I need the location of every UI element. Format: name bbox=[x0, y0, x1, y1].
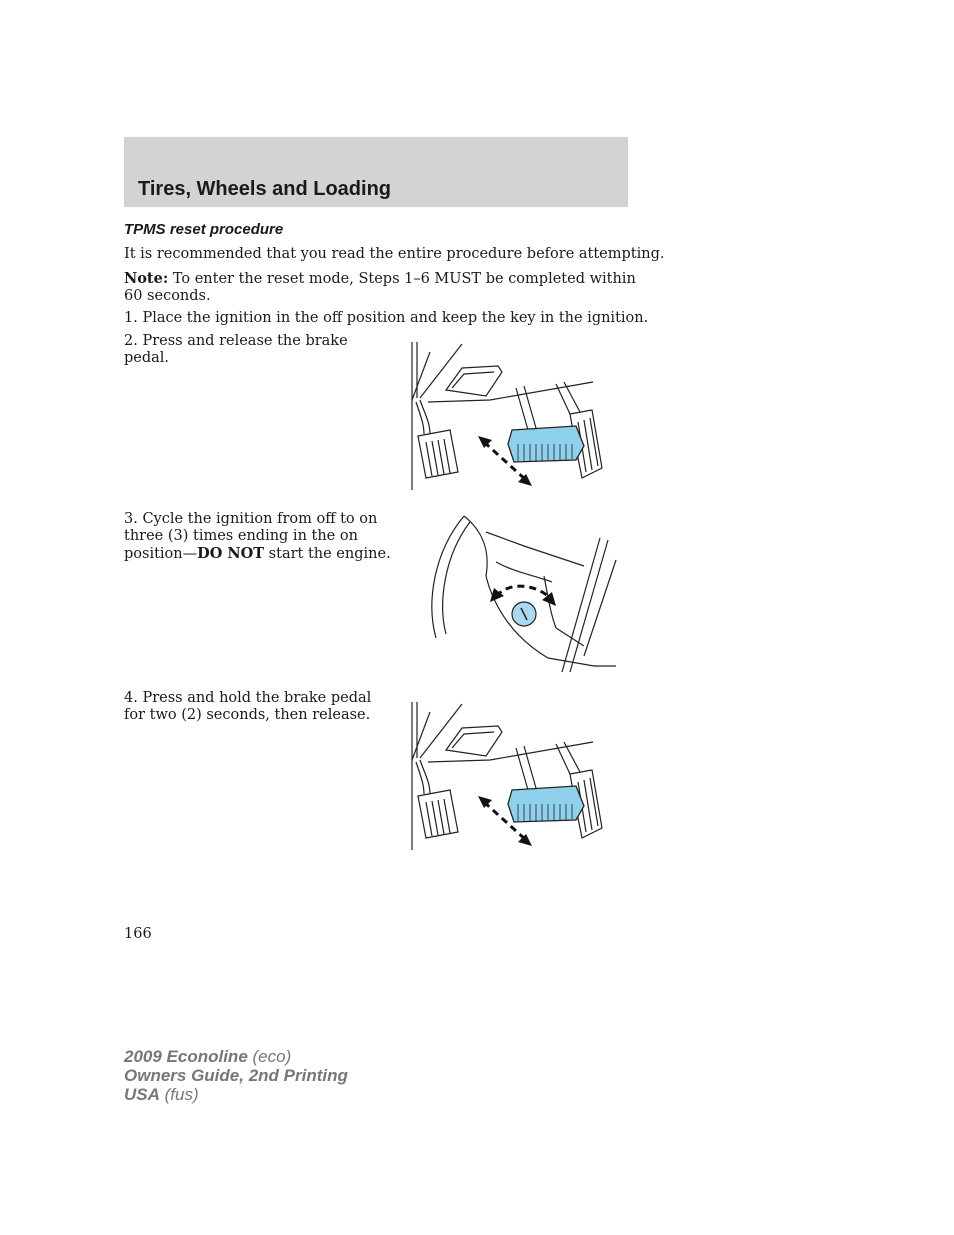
note-paragraph bbox=[124, 270, 636, 305]
step-1: 1. Place the ignition in the off position and keep the key in the ignition. bbox=[124, 310, 649, 326]
subheading: TPMS reset procedure bbox=[124, 221, 284, 238]
page-number: 166 bbox=[124, 926, 152, 942]
footer-line1 bbox=[124, 1047, 348, 1066]
step-3-line3c: start the engine. bbox=[264, 546, 391, 562]
step-3-line1: 3. Cycle the ignition from off to on bbox=[124, 511, 378, 527]
brake-pedal-illustration-2 bbox=[400, 698, 610, 856]
footer-market-code: (fus) bbox=[159, 1085, 199, 1104]
footer-market: USA bbox=[124, 1085, 160, 1104]
step-2 bbox=[124, 333, 348, 367]
step-4-line2: for two (2) seconds, then release. bbox=[124, 707, 371, 723]
note-text-line2: 60 seconds. bbox=[124, 288, 211, 304]
brake-pedal-illustration-1 bbox=[400, 338, 610, 496]
step-2-line1: 2. Press and release the brake bbox=[124, 333, 348, 349]
step-2-line2: pedal. bbox=[124, 350, 170, 366]
ignition-key-illustration bbox=[424, 512, 620, 676]
note-label: Note: bbox=[124, 270, 169, 287]
step-3 bbox=[124, 511, 391, 563]
footer-model-code: (eco) bbox=[247, 1047, 292, 1066]
section-header-band bbox=[124, 137, 628, 207]
step-3-do-not: DO NOT bbox=[197, 545, 265, 562]
step-3-line3a: position— bbox=[124, 546, 198, 562]
step-4 bbox=[124, 690, 371, 724]
footer-line2: Owners Guide, 2nd Printing bbox=[124, 1066, 348, 1085]
note-text-line1: To enter the reset mode, Steps 1–6 MUST be completed within bbox=[168, 271, 636, 287]
intro-paragraph: It is recommended that you read the entire procedure before attempting. bbox=[124, 246, 665, 262]
footer bbox=[124, 1047, 348, 1104]
footer-model: 2009 Econoline bbox=[124, 1047, 248, 1066]
section-title: Tires, Wheels and Loading bbox=[138, 178, 392, 200]
step-4-line1: 4. Press and hold the brake pedal bbox=[124, 690, 372, 706]
step-3-line2: three (3) times ending in the on bbox=[124, 528, 358, 544]
footer-line3 bbox=[124, 1085, 348, 1104]
